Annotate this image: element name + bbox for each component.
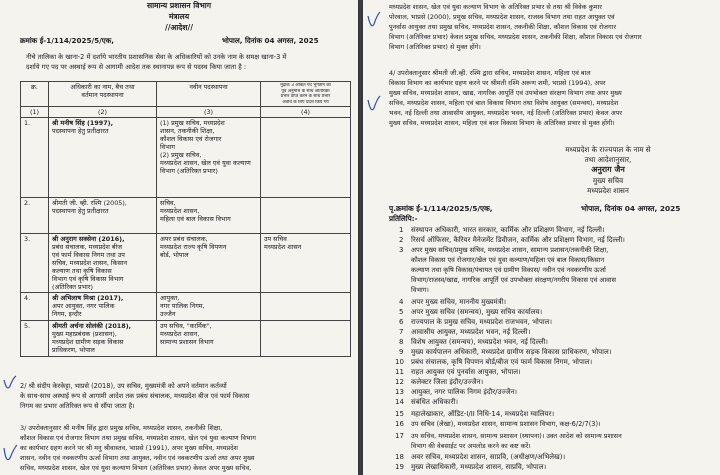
- para-2-line: निगम का प्रभार अतिरिक्त रूप से सौंपा जाता है।: [20, 402, 135, 410]
- para-3-line: सचिव, मध्यप्रदेश शासन, खेल एवं युवा कल्याण विभाग (अतिरिक्त प्रभार) केवल अपर मुख्य सचिव,: [20, 464, 252, 472]
- para-3-line: शासन, नवीन एवं नवकरणीय ऊर्जा विभाग तथा आयुक्त, नवीन एवं नवकरणीय ऊर्जा तथा अपर मुख्य: [20, 454, 255, 462]
- row-additional: उप सचिव मध्यप्रदेश शासन: [261, 234, 351, 293]
- list-item: कल्याण तथा कृषि विकास/पंचायत एवं ग्रामीण विकास/ नवीन एवं नवकरणीय ऊर्जा: [411, 266, 606, 274]
- para-4-line: विकास विभाग का कार्यभार ग्रहण करने पर श्रीमती रश्मि अरूण शमी, भाप्रसे (1994), अपर: [389, 79, 606, 87]
- list-item: मुख्य कार्यपालन अधिकारी, मध्यप्रदेश ग्रामीण सड़क विकास प्राधिकरण, भोपाल।: [411, 348, 612, 356]
- para-2-line: के साथ-साथ अस्थाई रूप से आगामी आदेश तक प्रबंध संचालक, मध्यप्रदेश बीज एवं फार्म विकास: [20, 392, 250, 400]
- para-4-line: सचिव, मध्यप्रदेश शासन, महिला एवं बाल विकास विभाग तथा विशेष आयुक्त (समन्वय), मध्यप्रदेश: [389, 99, 619, 107]
- continued-line: विभाग (अतिरिक्त प्रभार) केवल प्रमुख सचिव, मध्यप्रदेश शासन, तकनीकी शिक्षा, कौशल विकास एवं रोजगार: [389, 33, 642, 41]
- list-item: आयुक्त, नगर पालिक निगम इंदौर/उज्जैन।: [411, 388, 518, 396]
- signature-line: मध्यप्रदेश के राज्यपाल के नाम से: [565, 145, 651, 154]
- list-item: विशेष आयुक्त (समन्वय), मध्यप्रदेश भवन, नई दिल्ली।: [411, 338, 548, 346]
- row-serial: 5.: [21, 321, 49, 357]
- para-4-line: 4/ उपरोक्तानुसार श्रीमती जी.व्ही. रश्मि द्वारा सचिव, मध्यप्रदेश शासन, महिला एवं बाल: [389, 69, 591, 77]
- order-page-2: [363, 0, 720, 475]
- list-item: विभाग।: [411, 286, 429, 294]
- para-4-line: भवन, नई दिल्ली तथा आवासीय आयुक्त, मध्यप्रदेश भवन, नई दिल्ली (अतिरिक्त प्रभार) केवल अपर: [389, 109, 623, 117]
- department-heading: सामान्य प्रशासन विभाग: [146, 1, 212, 10]
- list-item: अवर सचिव, मध्यप्रदेश शासन, साप्रवि, (अधीक्षण/अभिलेख)।: [411, 453, 566, 461]
- row-new-posting: अपर प्रबंध संचालक, मध्यप्रदेश राज्य कृषि विपणन बोर्ड, भोपाल: [157, 234, 261, 293]
- table-number-row: [21, 107, 351, 118]
- list-item-number: 14: [395, 398, 404, 406]
- list-item-number: 8: [399, 338, 404, 346]
- header-new-posting: नवीन पदस्थापना: [157, 82, 261, 107]
- list-item: अपर मुख्य सचिव, माननीय मुख्यमंत्री।: [411, 298, 507, 306]
- header-serial: क्र.: [21, 82, 49, 107]
- table-row: [21, 118, 351, 198]
- list-item-number: 17: [395, 432, 404, 440]
- list-item-number: 15: [395, 410, 404, 418]
- table-header-row: [21, 82, 351, 107]
- table-row: [21, 321, 351, 357]
- list-item: विभाग/राजस्व/खाद्य, नागरिक आपूर्ति एवं उपभोक्ता संरक्षण/नगरीय विकास एवं आवास: [411, 276, 616, 284]
- col-number: (3): [157, 107, 261, 118]
- list-item: राहत आयुक्त एवं पुनर्वास आयुक्त, भोपाल।: [411, 368, 521, 376]
- continued-line: पुनर्वास आयुक्त तथा प्रमुख सचिव, मध्यप्रदेश शासन, तकनीकी शिक्षा, कौशल विकास एवं रोजगार: [389, 23, 616, 31]
- list-item: उप सचिव (लेखा), मध्यप्रदेश शासन, सामान्य प्रशासन विभाग, कक्ष-6/2/7(3)।: [411, 420, 601, 428]
- row-serial: 1.: [21, 118, 49, 198]
- ministry-heading: मंत्रालय: [168, 12, 190, 21]
- row-officer: श्रीमती अर्चना सोलंकी (2018), मुख्य महाप्रबंधक (प्रशासन), मध्यप्रदेश ग्रामीण सड़क विकास प्राधिकरण, भोपाल: [49, 321, 157, 357]
- row-serial: 2.: [21, 198, 49, 234]
- list-item: प्रबंध संचालक, कृषि विपणन बोर्ड/बीज एवं फार्म विकास निगम, भोपाल।: [411, 358, 593, 366]
- list-item-number: 10: [395, 358, 404, 366]
- para-2-line: 2/ श्री संदीप केरकेट्टा, भाप्रसे (2018), उप सचिव, मुख्यमंत्री को अपने वर्तमान कर्तव्यों: [20, 382, 227, 390]
- row-officer: श्रीमती जी. व्ही. रश्मि (2005), पदस्थापना हेतु प्रतीक्षारत: [49, 198, 157, 234]
- pen-tick-mark: [0, 440, 20, 470]
- order-date: भोपाल, दिनांक 04 अगस्त, 2025: [222, 36, 319, 45]
- list-item: कौशल विकास एवं रोजगार/खेल एवं युवा कल्याण/महिला एवं बाल विकास/किसान: [411, 256, 605, 264]
- row-additional: [261, 118, 351, 198]
- list-item-number: 12: [395, 378, 404, 386]
- row-new-posting: उप सचिव, "कार्मिक", मध्यप्रदेश शासन, सामान्य प्रशासन विभाग: [157, 321, 261, 357]
- pen-tick-mark: [365, 92, 383, 118]
- posting-table: [20, 81, 351, 357]
- para-3-line: 3/ उपरोक्तानुसार श्री मनीष सिंह द्वारा प्रमुख सचिव, मध्यप्रदेश शासन, तकनीकी शिक्षा,: [20, 424, 223, 432]
- row-additional: [261, 293, 351, 321]
- list-item: महालेखाकार, ऑडिट-I/II निधि-14, मध्यप्रदेश ग्वालियर।: [411, 410, 555, 418]
- row-additional: [261, 198, 351, 234]
- intro-line: नीचे तालिका के खाना-2 में दर्शाये भारतीय प्रशासनिक सेवा के अधिकारियों को उनके नाम के समक्ष खाना-3 में: [26, 53, 287, 61]
- row-serial: 4.: [21, 293, 49, 321]
- table-row: [21, 234, 351, 293]
- list-item-number: 7: [399, 328, 404, 336]
- list-item: संस्थापन अधिकारी, भारत सरकार, कार्मिक और प्रशिक्षण विभाग, नई दिल्ली।: [411, 226, 605, 234]
- list-item-number: 18: [395, 453, 404, 461]
- list-item: संबंधित अधिकारी।: [411, 398, 459, 406]
- col-number: (4): [261, 107, 351, 118]
- signatory-name: अनुराग जैन: [591, 165, 625, 174]
- copy-label: प्रतिलिपि:-: [389, 214, 418, 223]
- signatory-title: मुख्य सचिव: [592, 176, 624, 185]
- order-heading: //आदेश//: [164, 23, 194, 32]
- intro-line: दर्शाये गए पद पर अस्थाई रूप से आगामी आदेश तक स्थानापन्न रूप से पदस्थ किया जाता है :: [26, 63, 247, 71]
- list-item-number: 5: [399, 308, 404, 316]
- list-item: मुख्य लेखाधिकारी, मध्यप्रदेश शासन, साप्रवि, भोपाल।: [411, 463, 547, 471]
- list-item: उप सचिव, मध्यप्रदेश शासन, सामान्य प्रशासन (स्थापना)। उक्त आदेश को सामान्य प्रशासन: [411, 432, 622, 440]
- signature-line: तथा आदेशानुसार,: [584, 155, 632, 164]
- endorsement-date: भोपाल, दिनांक 04 अगस्त, 2025: [581, 204, 681, 213]
- list-item: राज्यपाल के प्रमुख सचिव, मध्यप्रदेश राजभवन, भोपाल।: [411, 318, 553, 326]
- list-item: अपर मुख्य सचिव/प्रमुख सचिव, मध्यप्रदेश शासन, सामान्य प्रशासन/तकनीकी शिक्षा,: [411, 246, 609, 254]
- order-number: क्रमांक ई-1/114/2025/5/एक,: [20, 36, 114, 45]
- pen-tick-mark: [0, 372, 20, 398]
- list-item-number: 4: [399, 298, 404, 306]
- list-item: विभाग की वेबसाईट पर अपलोड करने का कष्ट करें।: [411, 442, 531, 450]
- endorsement-number: पृ.क्रमांक ई-1/114/2025/5/एक,: [389, 204, 493, 213]
- list-item-number: 1: [399, 226, 404, 234]
- continued-line: मध्यप्रदेश शासन, खेल एवं युवा कल्याण विभाग के अतिरिक्त प्रभार से तथा श्री विवेक कुमार: [389, 3, 602, 11]
- row-officer: श्री मनीष सिंह (1997), पदस्थापना हेतु प्रतीक्षारत: [49, 118, 157, 198]
- list-item: कलेक्टर जिला इंदौर/उज्जैन।: [411, 378, 484, 386]
- para-3-line: कौशल विकास एवं रोजगार विभाग तथा प्रमुख सचिव, मध्यप्रदेश शासन, खेल एवं युवा कल्याण विभाग: [20, 434, 256, 442]
- row-serial: 3.: [21, 234, 49, 293]
- list-item-number: 11: [395, 368, 404, 376]
- list-item-number: 3: [399, 246, 404, 254]
- row-new-posting: (1) प्रमुख सचिव, मध्यप्रदेश शासन, तकनीकी शिक्षा, कौशल विकास एवं रोजगार विभाग (2) प्रमुख सचिव, मध्यप्रदेश शासन, खेल एवं युवा कल्याण विभाग (अतिरिक्त प्रभार): [157, 118, 261, 198]
- continued-line: विभाग (अतिरिक्त प्रभार) से मुक्त होंगे।: [389, 43, 481, 51]
- list-item-number: 13: [395, 388, 404, 396]
- para-3-line: का कार्यभार ग्रहण करने पर श्री मनु श्रीवास्तव, भाप्रसे (1991), अपर मुख्य सचिव, मध्यप्रदेश: [20, 444, 238, 452]
- table-row: [21, 198, 351, 234]
- row-new-posting: आयुक्त, नगर पालिक निगम, उज्जैन: [157, 293, 261, 321]
- row-officer: श्री अनुराग सक्सेना (2016), प्रबंध संचालक, मध्यप्रदेश बीज एवं फार्म विकास निगम तथा उप सचिव, मध्यप्रदेश शासन, किसान कल्याण तथा कृषि विकास विभाग एवं कृषि विकास विभाग (अतिरिक्त प्रभार): [49, 234, 157, 293]
- header-officer: अधिकारी का नाम, बैच तथा वर्तमान पदस्थापना: [49, 82, 157, 107]
- row-new-posting: सचिव, मध्यप्रदेश शासन, महिला एवं बाल विकास विभाग: [157, 198, 261, 234]
- row-officer: श्री अभिलाष मिश्रा (2017), अपर आयुक्त, नगर पालिक निगम, इन्दौर: [49, 293, 157, 321]
- list-item-number: 19: [395, 463, 404, 471]
- list-item: रिसर्च ऑफिसर, कैरियर मैनेजमेंट डिवीजन, कार्मिक और प्रशिक्षण विभाग, नई दिल्ली।: [411, 236, 625, 244]
- col-number: (2): [49, 107, 157, 118]
- list-item: आवासीय आयुक्त, मध्यप्रदेश भवन, नई दिल्ली।: [411, 328, 531, 336]
- list-item-number: 2: [399, 236, 404, 244]
- row-additional: [261, 321, 351, 357]
- continued-line: पोरवाल, भाप्रसे (2000), प्रमुख सचिव, मध्यप्रदेश शासन, राजस्व विभाग तथा राहत आयुक्त एवं: [389, 13, 615, 21]
- col-number: (1): [21, 107, 49, 118]
- list-item: अपर मुख्य सचिव (समन्वय), मुख्य सचिव कार्यालय।: [411, 308, 543, 316]
- list-item-number: 6: [399, 318, 404, 326]
- signatory-state: मध्यप्रदेश शासन: [587, 186, 629, 195]
- list-item-number: 9: [399, 348, 404, 356]
- pen-tick-mark: [365, 8, 383, 34]
- order-page-1: [0, 0, 358, 475]
- list-item-number: 16: [395, 420, 404, 428]
- table-row: [21, 293, 351, 321]
- para-4-line: मुख्य सचिव, मध्यप्रदेश शासन, महिला एवं बाल विकास विभाग के अतिरिक्त प्रभार से मुक्त होंगी।: [389, 119, 615, 127]
- header-additional: मुद्रांक 3 अंकित पद भुगतान की पूर्व अनुमत्ति के साथ अतिरिक्त प्रभार प्राप्त करने के साथ प्रभार अवधि के लिए प्रदत्त किये गये: [261, 82, 351, 107]
- para-4-line: मुख्य सचिव, मध्यप्रदेश शासन, खाद्य, नागरिक आपूर्ति एवं उपभोक्ता संरक्षण विभाग तथा अपर मुख्य: [389, 89, 622, 97]
